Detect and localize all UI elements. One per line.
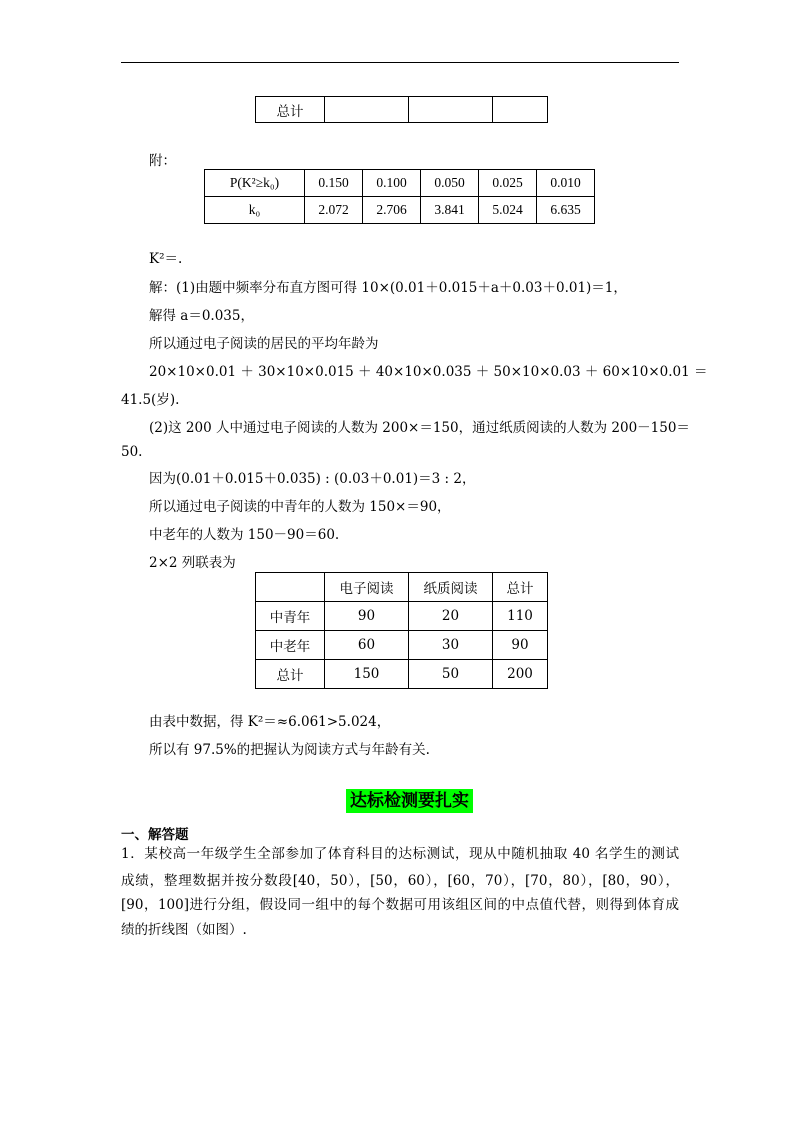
data-cell: 200 bbox=[493, 660, 548, 689]
problem-line: 绩的折线图（如图）. bbox=[121, 922, 247, 938]
problem-line: [90，100]进行分组，假设同一组中的每个数据可用该组区间的中点值代替，则得到体育成 bbox=[121, 897, 679, 913]
k-value-cell: 3.841 bbox=[421, 197, 479, 224]
k-value-cell: 5.024 bbox=[479, 197, 537, 224]
solution-line: 20×10×0.01 ＋ 30×10×0.015 ＋ 40×10×0.035 ＋ 50×10×0.03 ＋ 60×10×0.01 ＝ bbox=[149, 364, 708, 380]
conclusion-line: 所以有 97.5%的把握认为阅读方式与年龄有关. bbox=[149, 742, 430, 758]
p-value-cell: 0.010 bbox=[537, 170, 595, 197]
k-value-cell: 2.706 bbox=[363, 197, 421, 224]
header-cell: 电子阅读 bbox=[325, 573, 409, 602]
critical-value-table bbox=[204, 169, 595, 224]
solution-line: 因为(0.01＋0.015＋0.035) : (0.03＋0.01)＝3 : 2， bbox=[149, 471, 476, 487]
solution-line: 50. bbox=[121, 444, 143, 460]
contingency-table bbox=[255, 572, 548, 689]
data-cell: 60 bbox=[325, 631, 409, 660]
section-title: 达标检测要扎实 bbox=[346, 789, 473, 813]
p-value-cell: 0.050 bbox=[421, 170, 479, 197]
header-cell: 总计 bbox=[493, 573, 548, 602]
row-label-cell: 总计 bbox=[256, 660, 325, 689]
solution-line: (2)这 200 人中通过电子阅读的人数为 200×＝150，通过纸质阅读的人数为 200－150＝ bbox=[149, 420, 690, 436]
solution-line: 所以通过电子阅读的居民的平均年龄为 bbox=[149, 336, 379, 352]
formula-line: K²＝. bbox=[149, 251, 183, 267]
total-row-table bbox=[255, 96, 548, 123]
problem-line: 1．某校高一年级学生全部参加了体育科目的达标测试，现从中随机抽取 40 名学生的测试 bbox=[121, 846, 679, 862]
k-value-cell: 2.072 bbox=[305, 197, 363, 224]
empty-cell bbox=[493, 97, 548, 123]
solution-line: 中老年的人数为 150－90＝60. bbox=[149, 527, 340, 543]
solution-line: 2×2 列联表为 bbox=[149, 555, 236, 571]
data-cell: 20 bbox=[409, 602, 493, 631]
k-header-cell: k₀ bbox=[205, 197, 305, 224]
solution-line: 所以通过电子阅读的中青年的人数为 150×＝90， bbox=[149, 499, 451, 515]
data-cell: 90 bbox=[325, 602, 409, 631]
data-cell: 50 bbox=[409, 660, 493, 689]
solution-line: 解得 a＝0.035， bbox=[149, 308, 254, 324]
solution-line: 41.5(岁). bbox=[121, 392, 180, 408]
p-value-cell: 0.100 bbox=[363, 170, 421, 197]
appendix-label: 附： bbox=[149, 153, 176, 169]
total-label-cell: 总计 bbox=[256, 97, 325, 123]
solution-line: 解：(1)由题中频率分布直方图可得 10×(0.01＋0.015＋a＋0.03＋0.01)＝1， bbox=[149, 280, 627, 296]
data-cell: 110 bbox=[493, 602, 548, 631]
empty-cell bbox=[325, 97, 409, 123]
part-heading: 一、解答题 bbox=[121, 827, 189, 843]
header-cell: 纸质阅读 bbox=[409, 573, 493, 602]
problem-line: 成绩，整理数据并按分数段[40，50），[50，60），[60，70），[70，80），[80，90）， bbox=[121, 873, 679, 889]
empty-cell bbox=[409, 97, 493, 123]
header-cell bbox=[256, 573, 325, 602]
p-value-cell: 0.025 bbox=[479, 170, 537, 197]
p-value-cell: 0.150 bbox=[305, 170, 363, 197]
p-header-cell: P(K²≥k₀) bbox=[205, 170, 305, 197]
row-label-cell: 中老年 bbox=[256, 631, 325, 660]
data-cell: 90 bbox=[493, 631, 548, 660]
conclusion-line: 由表中数据，得 K²＝≈6.061>5.024， bbox=[149, 714, 391, 730]
k-value-cell: 6.635 bbox=[537, 197, 595, 224]
header-rule bbox=[121, 62, 679, 63]
row-label-cell: 中青年 bbox=[256, 602, 325, 631]
data-cell: 150 bbox=[325, 660, 409, 689]
data-cell: 30 bbox=[409, 631, 493, 660]
